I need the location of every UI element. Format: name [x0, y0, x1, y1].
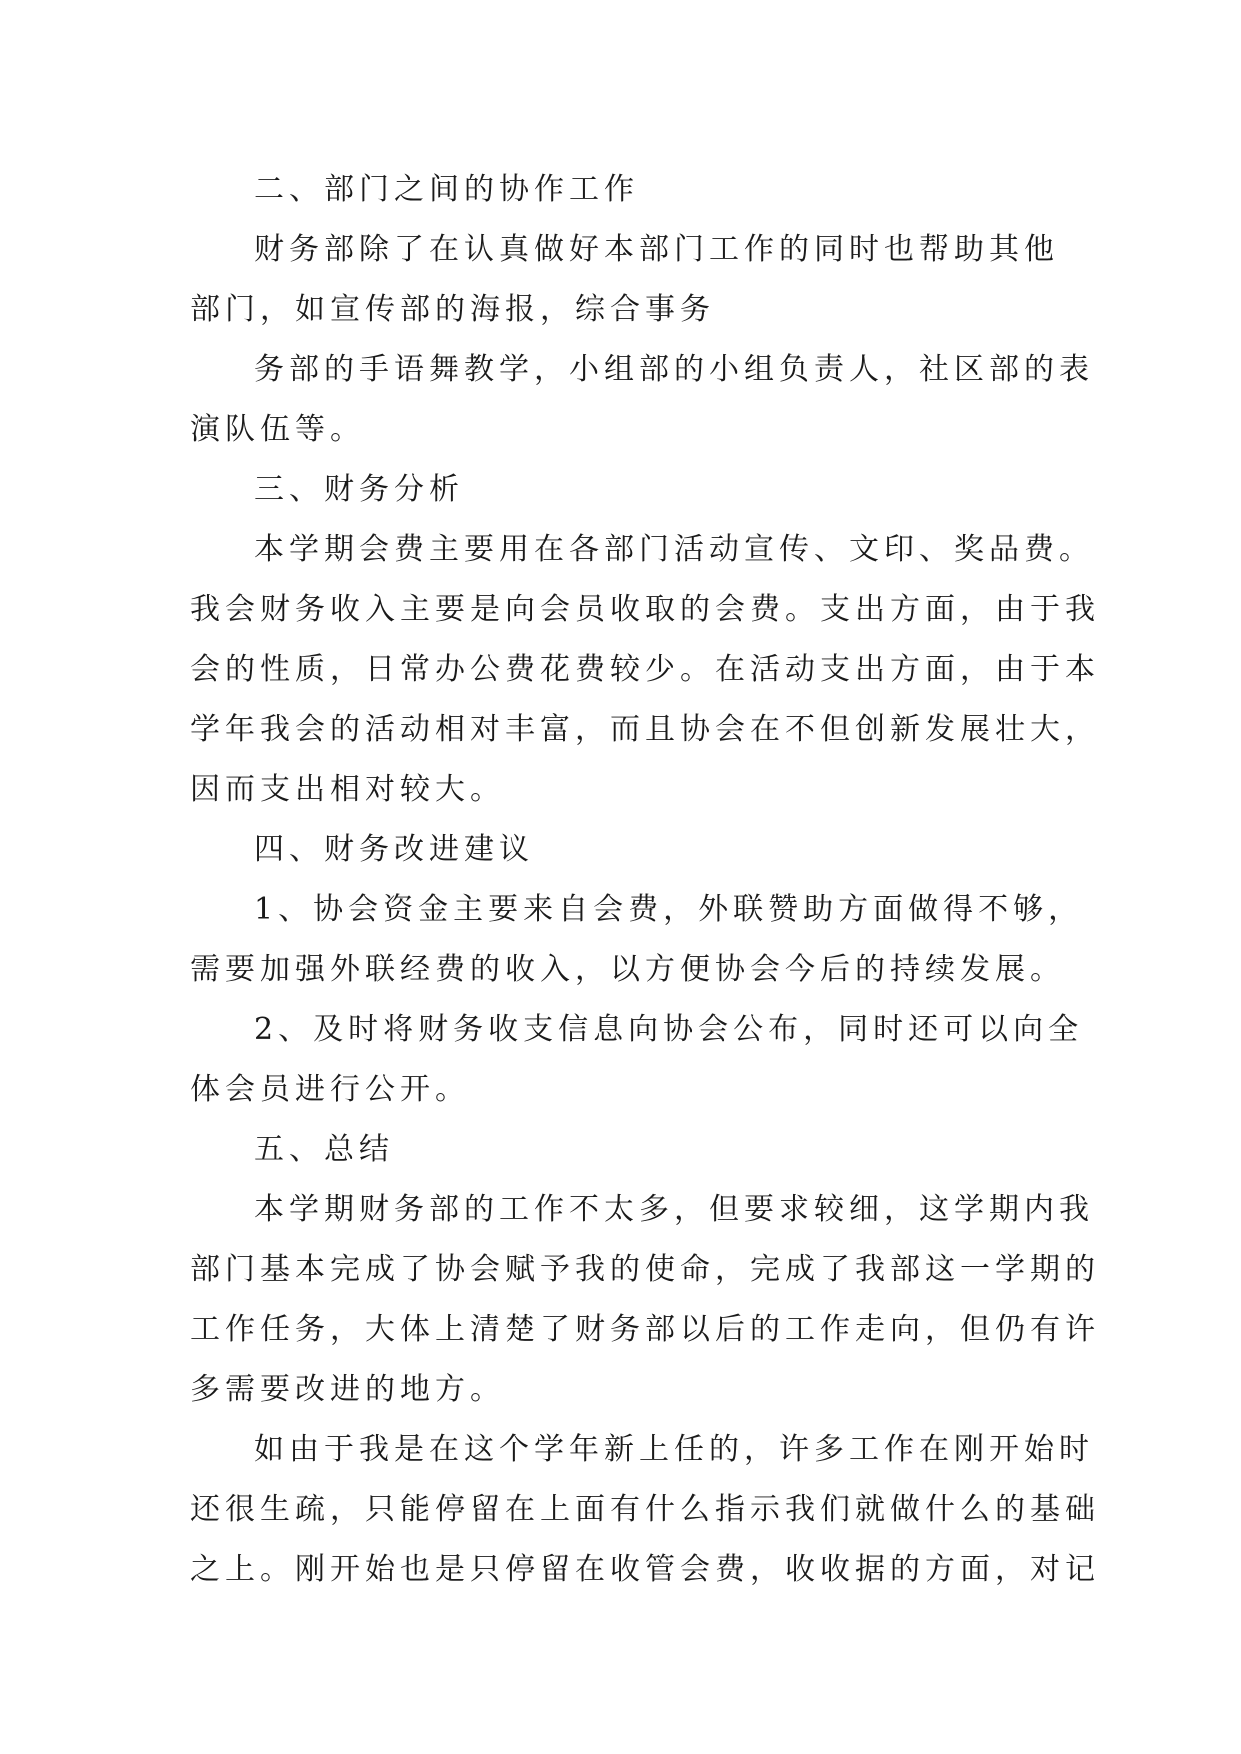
paragraph [190, 1420, 1100, 1600]
text-line: 本学期财务部的工作不太多，但要求较细，这学期内我 [254, 1192, 1094, 1227]
text-line: 演队伍等。 [190, 412, 365, 447]
text-line: 体会员进行公开。 [190, 1072, 470, 1107]
text-line: 务部的手语舞教学，小组部的小组负责人，社区部的表 [254, 352, 1094, 387]
text-line: 部门基本完成了协会赋予我的使命，完成了我部这一学期的 [190, 1252, 1100, 1287]
text-line: 部门，如宣传部的海报，综合事务 [190, 292, 715, 327]
text-line: 因而支出相对较大。 [190, 772, 505, 807]
text-line: 之上。刚开始也是只停留在收管会费，收收据的方面，对记 [190, 1552, 1100, 1587]
text-line: 多需要改进的地方。 [190, 1372, 505, 1407]
text-line: 会的性质，日常办公费花费较少。在活动支出方面，由于本 [190, 652, 1100, 687]
text-line: 学年我会的活动相对丰富，而且协会在不但创新发展壮大， [190, 712, 1100, 747]
paragraph [190, 520, 1100, 820]
paragraph [190, 1000, 1084, 1120]
paragraph [190, 340, 1094, 460]
text-line: 如由于我是在这个学年新上任的，许多工作在刚开始时 [254, 1432, 1094, 1467]
section-heading: 三、财务分析 [254, 472, 464, 507]
text-line: 需要加强外联经费的收入，以方便协会今后的持续发展。 [190, 952, 1065, 987]
text-line: 工作任务，大体上清楚了财务部以后的工作走向，但仍有许 [190, 1312, 1100, 1347]
text-line: 2、及时将财务收支信息向协会公布，同时还可以向全 [254, 1012, 1084, 1047]
paragraph [190, 1180, 1100, 1420]
section-heading: 四、财务改进建议 [254, 832, 534, 867]
text-line: 1、协会资金主要来自会费，外联赞助方面做得不够， [254, 892, 1084, 927]
section-heading: 五、总结 [254, 1132, 394, 1167]
text-line: 本学期会费主要用在各部门活动宣传、文印、奖品费。 [254, 532, 1094, 567]
paragraph [190, 220, 1060, 340]
text-line: 我会财务收入主要是向会员收取的会费。支出方面，由于我 [190, 592, 1100, 627]
document-body [190, 160, 1100, 1600]
text-line: 还很生疏，只能停留在上面有什么指示我们就做什么的基础 [190, 1492, 1100, 1527]
text-line: 财务部除了在认真做好本部门工作的同时也帮助其他 [254, 232, 1059, 267]
paragraph [190, 880, 1084, 1000]
section-heading: 二、部门之间的协作工作 [254, 172, 639, 207]
